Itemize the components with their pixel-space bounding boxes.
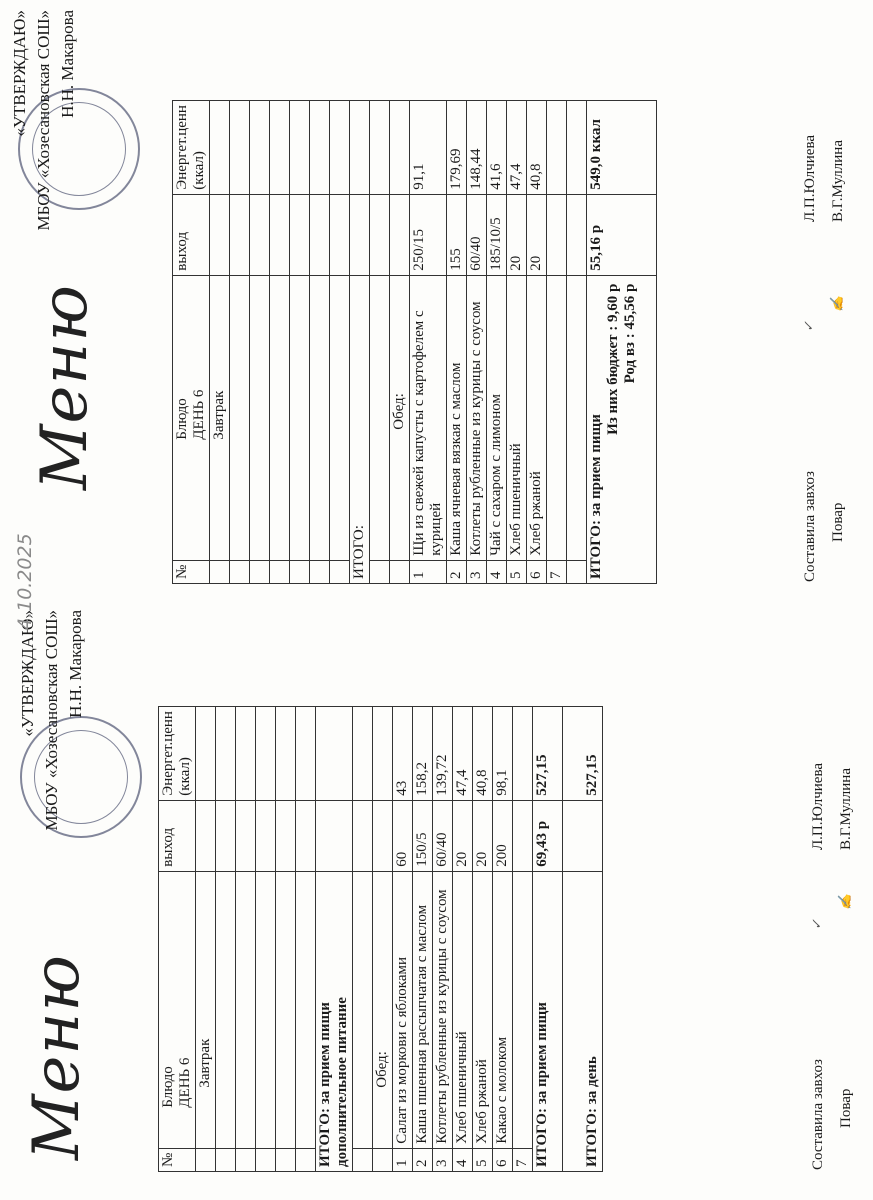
table-row: 3 Котлеты рубленные из курицы с соусом 60/40 148,44 bbox=[467, 101, 487, 584]
table-row: 6 Хлеб ржаной 20 40,8 bbox=[527, 101, 547, 584]
approval-block bbox=[8, 10, 80, 300]
total-day-label: ИТОГО: за день bbox=[563, 871, 603, 1171]
table-row: 2 Каша ячневая вязкая с маслом 155 179,69 bbox=[447, 101, 467, 584]
table-row: 5 Хлеб пшеничный 20 47,4 bbox=[507, 101, 527, 584]
approve-line: Н.Н. Макарова bbox=[66, 610, 85, 718]
header-dish: Блюдо ДЕНЬ 6 bbox=[173, 275, 210, 560]
total-meal-price: 69,43 р bbox=[533, 800, 563, 871]
table-row: 4 Чай с сахаром с лимоном 185/10/5 41,6 bbox=[487, 101, 507, 584]
approve-line: «УТВЕРЖДАЮ» bbox=[18, 610, 37, 737]
table-row: 2 Каша пшенная рассыпчатая с маслом 150/5 158,2 bbox=[413, 707, 433, 1172]
header-num: № bbox=[159, 1148, 196, 1171]
header-energy: Энергет.ценн (ккал) bbox=[173, 101, 210, 195]
menu-title: Меню bbox=[20, 954, 94, 1160]
table-row: 7 bbox=[513, 707, 533, 1172]
approve-line: МБОУ «Хозесановская СОШ» bbox=[34, 10, 53, 231]
signature-icon: ✍ bbox=[830, 295, 845, 312]
signatures-right bbox=[800, 22, 856, 582]
table-row: 5 Хлеб ржаной 20 40,8 bbox=[473, 707, 493, 1172]
total-meal-label: ИТОГО: за прием пищи bbox=[588, 414, 604, 579]
menu-table bbox=[158, 706, 603, 1172]
total-meal-extra: ИТОГО: за прием пищи дополнительное питание bbox=[316, 871, 353, 1171]
table-row: 7 bbox=[547, 101, 567, 584]
cook-name: В.Г.Муллина bbox=[838, 768, 854, 850]
approval-block bbox=[16, 610, 88, 895]
cook-label: Повар bbox=[830, 502, 846, 542]
total-meal-cell bbox=[587, 275, 657, 583]
header-out: выход bbox=[173, 194, 210, 275]
total-meal-energy: 549,0 ккал bbox=[587, 101, 657, 195]
table-row: 3 Котлеты рубленные из курицы с соусом 60/40 139,72 bbox=[433, 707, 453, 1172]
signature-icon: ✍ bbox=[838, 893, 853, 910]
approve-line: МБОУ «Хозесановская СОШ» bbox=[42, 610, 61, 831]
total-meal-label: ИТОГО: за прием пищи bbox=[533, 871, 563, 1171]
menu-left bbox=[0, 600, 873, 1200]
parent-line: Род вз : 45,56 р bbox=[622, 283, 638, 384]
signature-icon: ✓ bbox=[802, 321, 817, 332]
composed-label: Составила завхоз bbox=[810, 1059, 826, 1170]
header-dish: Блюдо ДЕНЬ 6 bbox=[159, 871, 196, 1148]
header-out: выход bbox=[159, 800, 196, 871]
total-day-energy: 527,15 bbox=[563, 707, 603, 801]
signatures-left bbox=[808, 650, 864, 1170]
table-row: 6 Какао с молоком 200 98,1 bbox=[493, 707, 513, 1172]
table-row: 4 Хлеб пшеничный 20 47,4 bbox=[453, 707, 473, 1172]
approve-line: «УТВЕРЖДАЮ» bbox=[10, 10, 29, 137]
cook-label: Повар bbox=[838, 1088, 854, 1128]
table-row: 1 Салат из моркови с яблоками 60 43 bbox=[393, 707, 413, 1172]
composed-name: Л.П.Юлчиева bbox=[810, 763, 826, 850]
signature-icon: ✓ bbox=[810, 919, 825, 930]
header-energy: Энергет.ценн (ккал) bbox=[159, 707, 196, 801]
approve-line: Н.Н. Макарова bbox=[58, 10, 77, 118]
cook-name: В.Г.Муллина bbox=[830, 140, 846, 222]
budget-line: Из них бюджет : 9,60 р bbox=[605, 283, 621, 435]
menu-title: Меню bbox=[28, 284, 102, 490]
composed-label: Составила завхоз bbox=[802, 471, 818, 582]
lunch-label: Обед: bbox=[373, 871, 393, 1148]
total-label: ИТОГО: bbox=[350, 275, 370, 583]
menu-table bbox=[172, 100, 657, 584]
total-meal-energy: 527,15 bbox=[533, 707, 563, 801]
date-note: 4.10.2025 bbox=[14, 533, 36, 630]
breakfast-label: Завтрак bbox=[196, 871, 216, 1148]
composed-name: Л.П.Юлчиева bbox=[802, 135, 818, 222]
lunch-label: Обед: bbox=[390, 275, 410, 560]
table-row: 1 Щи из свежей капусты с картофелем с курицей 250/15 91,1 bbox=[410, 101, 447, 584]
total-meal-price: 55,16 р bbox=[587, 194, 657, 275]
header-num: № bbox=[173, 560, 210, 583]
breakfast-label: Завтрак bbox=[210, 275, 230, 560]
